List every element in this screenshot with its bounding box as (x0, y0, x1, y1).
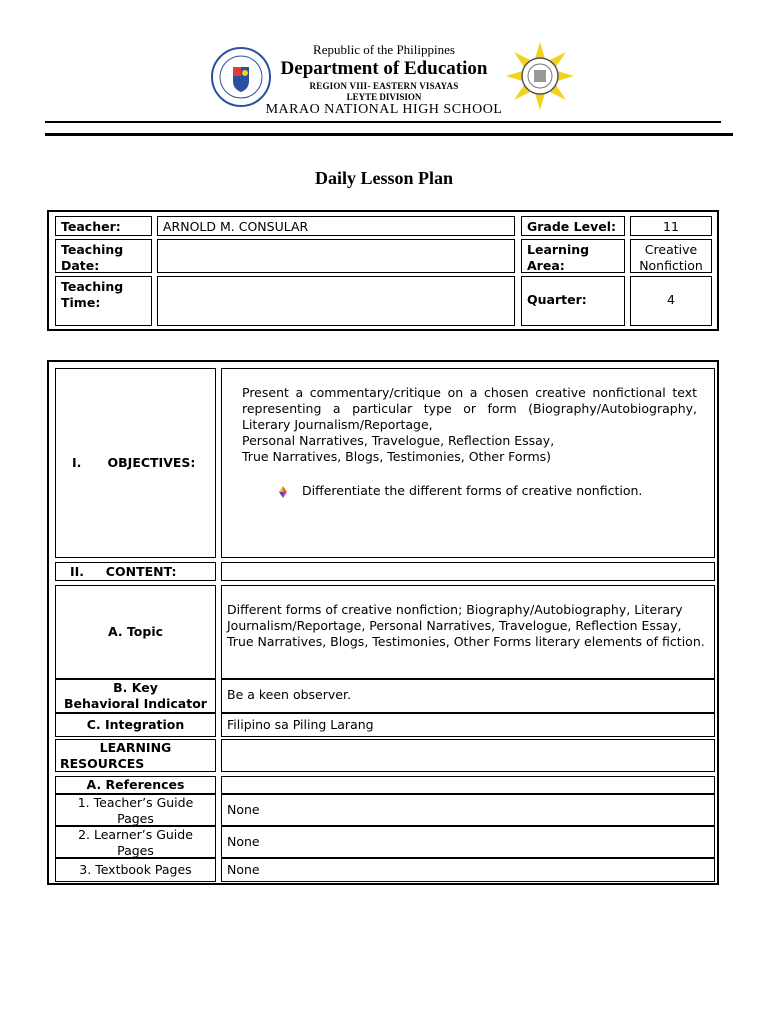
teachers-guide-label-line2: Pages (117, 811, 154, 826)
objectives-text-line1: Present a commentary/critique on a chosen creative nonfictional text representing a particular type or form (Biography/Autobiography, Literary Journalism/Reportage, (242, 385, 697, 432)
header-rule-top (45, 121, 721, 123)
content-value (221, 562, 715, 581)
teaching-date-value (157, 239, 515, 273)
grade-level-value: 11 (630, 216, 712, 236)
behavioral-indicator-label-line2: Behavioral Indicator (64, 696, 207, 711)
objectives-label: I. OBJECTIVES: (55, 368, 216, 558)
teacher-label: Teacher: (55, 216, 152, 236)
objective-bullet-item (302, 483, 697, 499)
learning-area-label-line1: Learning (527, 242, 590, 257)
topic-label: A. Topic (55, 585, 216, 679)
teachers-guide-label (55, 794, 216, 826)
quarter-label: Quarter: (521, 276, 625, 326)
header-rule-bottom (45, 133, 733, 136)
lesson-info-table (47, 210, 719, 331)
integration-text: Filipino sa Piling Larang (221, 713, 715, 737)
republic-text: Republic of the Philippines (313, 42, 455, 57)
learners-guide-label (55, 826, 216, 858)
grade-level-label: Grade Level: (521, 216, 625, 236)
learning-area-value-line1: Creative (644, 242, 698, 257)
learning-resources-label-line1: LEARNING (99, 740, 172, 755)
teaching-time-label (55, 276, 152, 326)
learning-area-label-line2: Area: (527, 258, 565, 273)
objectives-cell (221, 368, 715, 558)
arrow-bullet-icon (276, 485, 290, 499)
document-title: Daily Lesson Plan (314, 168, 454, 188)
lesson-plan-table (47, 360, 719, 885)
division-text: LEYTE DIVISION (346, 92, 422, 102)
objectives-text (242, 385, 697, 465)
references-value (221, 776, 715, 794)
behavioral-indicator-label (55, 679, 216, 713)
learning-resources-value (221, 739, 715, 772)
textbook-pages-label: 3. Textbook Pages (55, 858, 216, 882)
region-text: REGION VIII- EASTERN VISAYAS (309, 81, 459, 91)
school-name: MARAO NATIONAL HIGH SCHOOL (265, 102, 503, 117)
objectives-text-line3: True Narratives, Blogs, Testimonies, Other Forms) (242, 449, 552, 464)
learners-guide-label-line2: Pages (117, 843, 154, 858)
behavioral-indicator-text: Be a keen observer. (221, 679, 715, 713)
department-name: Department of Education (280, 58, 488, 79)
behavioral-indicator-label-line1: B. Key (113, 680, 158, 695)
teachers-guide-value: None (221, 794, 715, 826)
letterhead (0, 0, 768, 140)
learners-guide-label-line1: 2. Learner’s Guide (78, 827, 193, 842)
references-label: A. References (55, 776, 216, 794)
learners-guide-value: None (221, 826, 715, 858)
teaching-time-value (157, 276, 515, 326)
teaching-time-label-line2: Time: (61, 295, 101, 310)
teaching-date-label-line1: Teaching (61, 242, 124, 257)
learning-area-label (521, 239, 625, 273)
teaching-date-label-line2: Date: (61, 258, 100, 273)
content-label: II. CONTENT: (55, 562, 216, 581)
objective-bullet-text: Differentiate the different forms of creative nonfiction. (302, 483, 643, 498)
quarter-value: 4 (630, 276, 712, 326)
integration-label: C. Integration (55, 713, 216, 737)
learning-resources-label-line2: RESOURCES (60, 756, 145, 771)
textbook-pages-value: None (221, 858, 715, 882)
teaching-date-label (55, 239, 152, 273)
teacher-value: ARNOLD M. CONSULAR (157, 216, 515, 236)
learning-area-value-line2: Nonfiction (639, 258, 703, 273)
learning-area-value (630, 239, 712, 273)
topic-text: Different forms of creative nonfiction; Biography/Autobiography, Literary Journalism/Reportage, Personal Narratives, Travelogue, Reflection Essay, True Narratives, Blogs, Testimonies, Other Forms literary elements of fiction. (221, 585, 715, 679)
teaching-time-label-line1: Teaching (61, 279, 124, 294)
objectives-text-line2: Personal Narratives, Travelogue, Reflection Essay, (242, 433, 555, 448)
school-seal-logo (494, 41, 586, 111)
teachers-guide-label-line1: 1. Teacher’s Guide (77, 795, 194, 810)
learning-resources-label (55, 739, 216, 772)
